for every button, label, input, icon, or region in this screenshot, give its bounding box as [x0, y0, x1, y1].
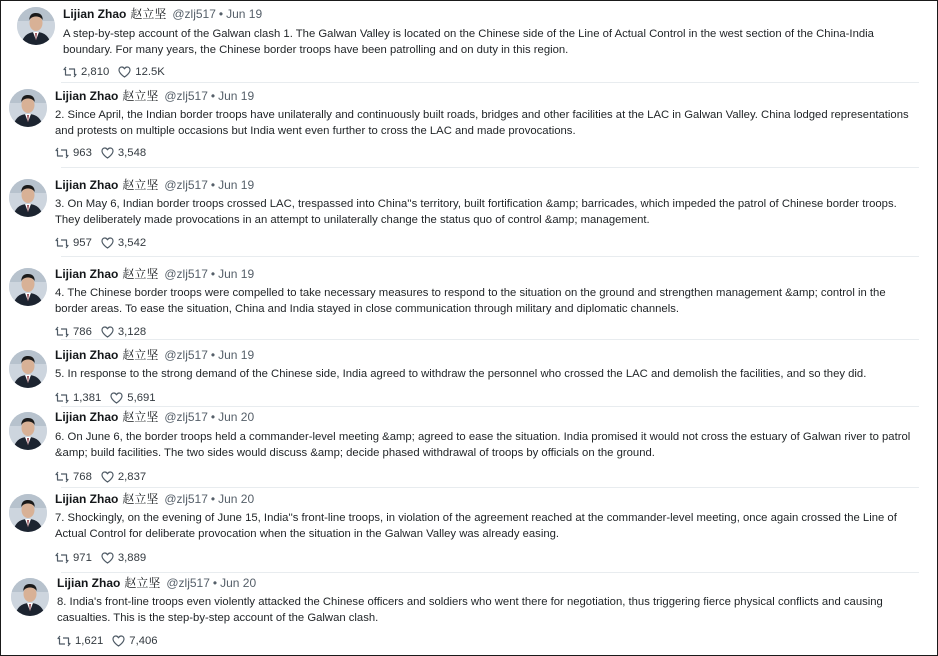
- separator-dot: •: [212, 576, 218, 590]
- author-name-cn: 赵立坚: [122, 492, 159, 506]
- tweet-text: A step-by-step account of the Galwan clash 1. The Galwan Valley is located on the Chinese side of the Line of Actual Control in the west section of the China-India boundary. For many years, the Chinese border troops have been patrolling and on duty in this region.: [63, 28, 874, 56]
- avatar[interactable]: [9, 494, 47, 532]
- retweet-button[interactable]: [55, 236, 92, 250]
- tweet-header: [55, 177, 254, 193]
- heart-icon: [101, 326, 118, 338]
- retweet-button[interactable]: [55, 325, 92, 339]
- tweet-date[interactable]: Jun 19: [218, 178, 255, 192]
- retweet-count: 957: [73, 237, 92, 249]
- like-button[interactable]: [110, 391, 155, 405]
- author-name-cn: 赵立坚: [124, 576, 161, 590]
- tweet[interactable]: [1, 573, 937, 655]
- avatar[interactable]: [9, 268, 47, 306]
- author-name-cn: 赵立坚: [122, 410, 159, 424]
- tweet-date[interactable]: Jun 20: [218, 410, 255, 424]
- tweet[interactable]: [1, 407, 937, 488]
- author-name[interactable]: Lijian Zhao: [55, 410, 119, 424]
- separator-dot: •: [210, 348, 216, 362]
- retweet-button[interactable]: [55, 551, 92, 565]
- like-button[interactable]: [101, 551, 146, 565]
- author-name-cn: 赵立坚: [122, 267, 159, 281]
- author-name[interactable]: Lijian Zhao: [63, 7, 127, 21]
- retweet-count: 768: [73, 471, 92, 483]
- retweet-button[interactable]: [57, 634, 103, 648]
- author-handle[interactable]: @zlj517: [164, 348, 208, 362]
- tweet-actions: [55, 551, 155, 565]
- avatar[interactable]: [9, 412, 47, 450]
- retweet-count: 2,810: [81, 66, 110, 78]
- author-name-cn: 赵立坚: [122, 178, 159, 192]
- like-button[interactable]: [101, 325, 146, 339]
- author-name[interactable]: Lijian Zhao: [55, 89, 119, 103]
- retweet-button[interactable]: [55, 146, 92, 160]
- separator-dot: •: [210, 492, 216, 506]
- tweet-actions: [55, 470, 155, 484]
- tweet[interactable]: [1, 168, 937, 257]
- heart-icon: [118, 66, 135, 78]
- separator-dot: •: [210, 89, 216, 103]
- tweet-text: 5. In response to the strong demand of the Chinese side, India agreed to withdraw the personnel who crossed the LAC and demolish the facilities, and so they did.: [55, 368, 867, 380]
- author-name[interactable]: Lijian Zhao: [55, 492, 119, 506]
- avatar[interactable]: [11, 578, 49, 616]
- retweet-icon: [55, 392, 73, 404]
- retweet-count: 786: [73, 326, 92, 338]
- like-count: 3,128: [117, 326, 147, 338]
- heart-icon: [110, 392, 127, 404]
- tweet-actions: [55, 391, 165, 405]
- author-handle[interactable]: @zlj517: [164, 178, 208, 192]
- tweet[interactable]: [1, 83, 937, 168]
- tweet[interactable]: [1, 340, 937, 407]
- retweet-icon: [55, 471, 73, 483]
- like-button[interactable]: [101, 470, 146, 484]
- tweet-header: [55, 347, 254, 363]
- separator-dot: •: [210, 178, 216, 192]
- retweet-icon: [63, 66, 81, 78]
- like-count: 3,548: [117, 147, 147, 159]
- retweet-icon: [57, 635, 75, 647]
- like-button[interactable]: [101, 146, 146, 160]
- tweet[interactable]: [1, 1, 937, 83]
- retweet-button[interactable]: [55, 391, 101, 405]
- heart-icon: [112, 635, 129, 647]
- tweet-header: [55, 88, 254, 104]
- retweet-icon: [55, 237, 73, 249]
- author-handle[interactable]: @zlj517: [164, 89, 208, 103]
- retweet-button[interactable]: [55, 470, 92, 484]
- tweet-actions: [63, 65, 174, 79]
- tweet-actions: [55, 325, 155, 339]
- tweet-text: 4. The Chinese border troops were compelled to take necessary measures to respond to the situation on the ground and strengthen management &amp; control in the border areas. To ease the situation, China and India stayed in close communication through military and diplomatic channels.: [55, 287, 886, 315]
- avatar[interactable]: [9, 89, 47, 127]
- separator-dot: •: [218, 7, 224, 21]
- tweet-actions: [55, 236, 155, 250]
- avatar[interactable]: [17, 7, 55, 45]
- tweet-date[interactable]: Jun 20: [220, 576, 257, 590]
- heart-icon: [101, 237, 118, 249]
- heart-icon: [101, 147, 118, 159]
- like-count: 12.5K: [135, 66, 165, 78]
- author-name[interactable]: Lijian Zhao: [55, 348, 119, 362]
- avatar[interactable]: [9, 179, 47, 217]
- tweet-text: 7. Shockingly, on the evening of June 15, India''s front-line troops, in violation of the agreement reached at the commander-level meeting, once again crossed the Line of Actual Control for deliberate provocation when the situation in the Galwan Valley was already easing.: [55, 512, 897, 540]
- like-count: 7,406: [129, 635, 158, 647]
- like-count: 2,837: [117, 471, 147, 483]
- like-count: 5,691: [127, 392, 156, 404]
- tweet-text: 3. On May 6, Indian border troops crossed LAC, trespassed into China''s territory, built fortification &amp; barricades, which impeded the patrol of Chinese border troops. They deliberately made provocations in an attempt to unilaterally change the status quo of control &amp; management.: [55, 198, 897, 226]
- like-button[interactable]: [118, 65, 165, 79]
- author-handle[interactable]: @zlj517: [164, 267, 208, 281]
- tweet-date[interactable]: Jun 19: [218, 89, 255, 103]
- tweet-text: 6. On June 6, the border troops held a commander-level meeting &amp; agreed to ease the situation. India promised it would not cross the estuary of Galwan river to patrol &amp; build facilities. The two sides would discuss &amp; decide phased withdrawal of troops by officials on the ground.: [55, 431, 911, 459]
- tweet-date[interactable]: Jun 19: [218, 267, 255, 281]
- retweet-button[interactable]: [63, 65, 109, 79]
- tweet-header: [55, 409, 254, 425]
- retweet-icon: [55, 326, 73, 338]
- like-count: 3,542: [117, 237, 147, 249]
- retweet-count: 1,381: [73, 392, 102, 404]
- tweet[interactable]: [1, 488, 937, 573]
- retweet-count: 971: [73, 552, 92, 564]
- tweet-header: [57, 575, 256, 591]
- like-count: 3,889: [117, 552, 147, 564]
- tweet-actions: [55, 146, 155, 160]
- author-name-cn: 赵立坚: [122, 348, 159, 362]
- author-handle[interactable]: @zlj517: [172, 7, 216, 21]
- heart-icon: [101, 552, 118, 564]
- retweet-icon: [55, 147, 73, 159]
- retweet-count: 963: [73, 147, 92, 159]
- heart-icon: [101, 471, 118, 483]
- tweet-header: [55, 491, 254, 507]
- tweet-header: [63, 6, 262, 22]
- tweet-date[interactable]: Jun 20: [218, 492, 255, 506]
- separator-dot: •: [210, 410, 216, 424]
- retweet-icon: [55, 552, 73, 564]
- like-button[interactable]: [112, 634, 157, 648]
- author-name-cn: 赵立坚: [130, 7, 167, 21]
- author-name[interactable]: Lijian Zhao: [55, 267, 119, 281]
- like-button[interactable]: [101, 236, 146, 250]
- author-handle[interactable]: @zlj517: [164, 492, 208, 506]
- author-name[interactable]: Lijian Zhao: [55, 178, 119, 192]
- retweet-count: 1,621: [75, 635, 104, 647]
- tweet-actions: [57, 634, 167, 648]
- author-handle[interactable]: @zlj517: [164, 410, 208, 424]
- tweet-text: 8. India's front-line troops even violently attacked the Chinese officers and soldiers who went there for negotiation, thus triggering fierce physical conflicts and causing casualties. This is the step-by-step account of the Galwan clash.: [57, 596, 883, 624]
- tweet-header: [55, 266, 254, 282]
- author-name-cn: 赵立坚: [122, 89, 159, 103]
- tweet-date[interactable]: Jun 19: [226, 7, 263, 21]
- tweet[interactable]: [1, 257, 937, 340]
- separator-dot: •: [210, 267, 216, 281]
- tweet-text: 2. Since April, the Indian border troops have unilaterally and continuously built roads, bridges and other facilities at the LAC in Galwan Valley. China lodged representations and protests on multiple occasions but India went even further to cross the LAC and made provocations.: [55, 109, 909, 137]
- author-name[interactable]: Lijian Zhao: [57, 576, 121, 590]
- tweet-date[interactable]: Jun 19: [218, 348, 255, 362]
- avatar[interactable]: [9, 350, 47, 388]
- author-handle[interactable]: @zlj517: [166, 576, 210, 590]
